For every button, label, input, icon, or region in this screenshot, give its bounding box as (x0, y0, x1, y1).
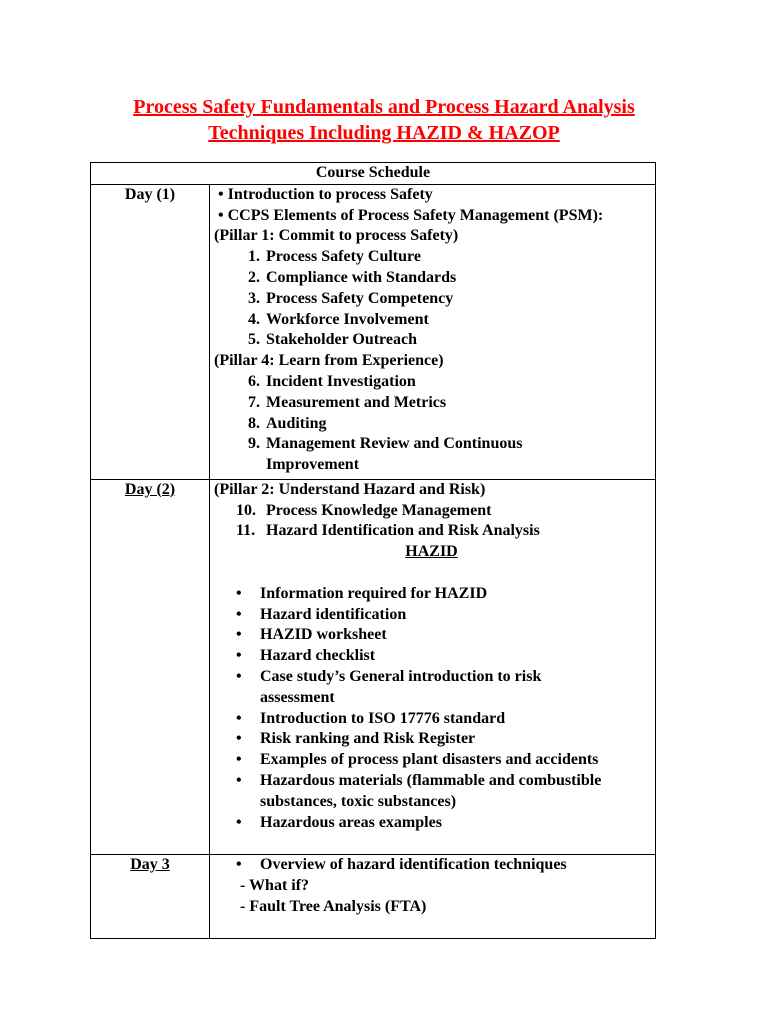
day-3-dash-item: - Fault Tree Analysis (FTA) (240, 897, 427, 915)
hazid-list-item: • Examples of process plant disasters and accidents (214, 750, 655, 771)
document-title-line-2: Techniques Including HAZID & HAZOP (208, 122, 560, 144)
day-2-label: Day (2) (124, 480, 176, 498)
pillar-2-heading: (Pillar 2: Understand Hazard and Risk) (214, 480, 486, 498)
course-schedule-table (90, 162, 656, 939)
day-1-label: Day (1) (124, 185, 176, 203)
document-title-line-1: Process Safety Fundamentals and Process Hazard Analysis (133, 96, 635, 118)
numbered-item: 10. Process Knowledge Management (236, 501, 492, 519)
numbered-item: 9. Management Review and Continuous Improvement (248, 435, 523, 474)
day-1-label-cell (91, 184, 210, 479)
pillar-4-heading: (Pillar 4: Learn from Experience) (214, 352, 444, 370)
day-3-row (91, 855, 656, 939)
bullet-icon (236, 584, 260, 605)
document-title (0, 94, 768, 146)
bullet-icon (236, 729, 260, 750)
day-2-row (91, 479, 656, 854)
day-3-label: Day 3 (130, 856, 170, 874)
bullet-icon (236, 750, 260, 771)
day-3-label-cell (91, 855, 210, 939)
hazid-heading: HAZID (405, 543, 458, 561)
day-1-content (210, 184, 656, 479)
hazid-list-item: • Introduction to ISO 17776 standard (214, 709, 655, 730)
hazid-list-item: • Information required for HAZID (214, 584, 655, 605)
hazid-list-item: • Hazardous areas examples (214, 813, 655, 834)
numbered-item: 4. Workforce Involvement (248, 310, 429, 328)
bullet-icon (236, 646, 260, 667)
hazid-list-item: • Risk ranking and Risk Register (214, 729, 655, 750)
bullet-icon (236, 667, 260, 709)
numbered-item: 2. Compliance with Standards (248, 268, 457, 286)
hazid-list-item: • Hazard checklist (214, 646, 655, 667)
hazid-list-item: • Hazard identification (214, 605, 655, 626)
bullet-icon (236, 771, 260, 813)
hazid-list-item: • Hazardous materials (flammable and combustible substances, toxic substances) (214, 771, 655, 813)
numbered-item: 3. Process Safety Competency (248, 289, 454, 307)
day-3-dash-item: - What if? (240, 876, 310, 894)
day-2-content (210, 479, 656, 854)
numbered-item: 5. Stakeholder Outreach (248, 331, 417, 349)
hazid-list-item: • HAZID worksheet (214, 625, 655, 646)
schedule-caption-row (91, 163, 656, 185)
pillar-1-heading: (Pillar 1: Commit to process Safety) (214, 227, 459, 245)
day-2-label-cell (91, 479, 210, 854)
numbered-item: 6. Incident Investigation (248, 372, 416, 390)
schedule-caption: Course Schedule (91, 163, 656, 185)
numbered-item: 8. Auditing (248, 414, 327, 432)
bullet-icon (236, 855, 260, 876)
day-1-row (91, 184, 656, 479)
bullet-icon (236, 813, 260, 834)
numbered-item: 7. Measurement and Metrics (248, 393, 447, 411)
day-1-bullet-2: • CCPS Elements of Process Safety Management (PSM): (218, 206, 604, 224)
bullet-icon (236, 709, 260, 730)
day-3-bullet: • Overview of hazard identification techniques (214, 855, 655, 876)
numbered-item: 1. Process Safety Culture (248, 248, 421, 266)
bullet-icon (236, 625, 260, 646)
numbered-item: 11. Hazard Identification and Risk Analysis (236, 522, 540, 540)
bullet-icon (236, 605, 260, 626)
hazid-list-item: • Case study’s General introduction to risk assessment (214, 667, 655, 709)
day-3-content (210, 855, 656, 939)
day-1-bullet-1: • Introduction to process Safety (218, 185, 433, 203)
